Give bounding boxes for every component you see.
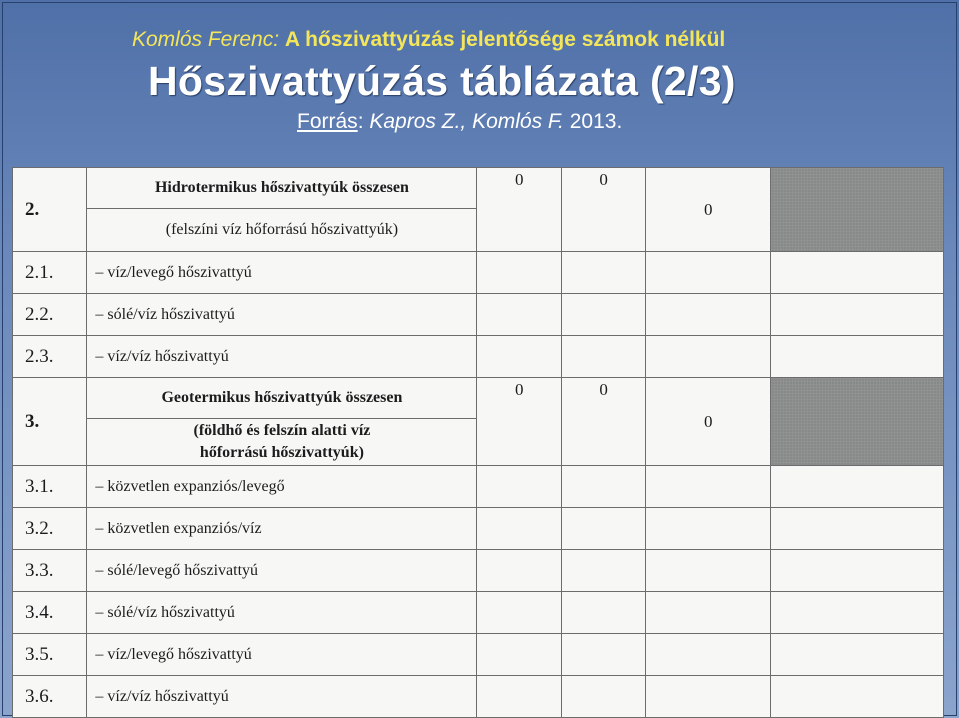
value-cell: 0 [646, 168, 771, 252]
hatched-cell [771, 168, 944, 252]
table-row [13, 294, 944, 336]
row-label: – víz/levegő hőszivattyú [87, 634, 477, 676]
source-colon: : [357, 110, 364, 133]
row-number: 2.3. [13, 336, 87, 378]
heat-pump-table [12, 167, 944, 718]
row-label: – sólé/víz hőszivattyú [87, 592, 477, 634]
row-number: 2. [13, 168, 87, 252]
empty-cell [561, 294, 645, 336]
empty-cell [646, 336, 771, 378]
subtitle-author: Komlós Ferenc: [132, 28, 280, 51]
source-year: 2013. [569, 110, 623, 133]
row-label: – sólé/levegő hőszivattyú [87, 550, 477, 592]
empty-cell [646, 676, 771, 718]
empty-cell [646, 634, 771, 676]
empty-cell [477, 466, 561, 508]
empty-cell [561, 466, 645, 508]
empty-cell [771, 508, 944, 550]
empty-cell [771, 294, 944, 336]
empty-cell [646, 508, 771, 550]
table-row [13, 634, 944, 676]
value-cell: 0 [561, 378, 645, 466]
empty-cell [561, 592, 645, 634]
empty-cell [561, 676, 645, 718]
value-cell: 0 [646, 378, 771, 466]
row-label: – közvetlen expanziós/levegő [87, 466, 477, 508]
row-label: – víz/levegő hőszivattyú [87, 252, 477, 294]
empty-cell [477, 676, 561, 718]
empty-cell [477, 592, 561, 634]
empty-cell [561, 252, 645, 294]
empty-cell [561, 634, 645, 676]
group-heading: Geotermikus hőszivattyúk összesen [87, 378, 477, 419]
table-row [13, 336, 944, 378]
value-cell: 0 [477, 168, 561, 252]
empty-cell [477, 252, 561, 294]
empty-cell [771, 676, 944, 718]
empty-cell [477, 336, 561, 378]
empty-cell [561, 550, 645, 592]
row-number: 3.1. [13, 466, 87, 508]
slide-subtitle [132, 28, 725, 52]
group-subheading [87, 419, 477, 466]
empty-cell [771, 252, 944, 294]
empty-cell [771, 634, 944, 676]
empty-cell [771, 336, 944, 378]
table-row-group2-head [13, 168, 944, 209]
table-row [13, 550, 944, 592]
row-number: 3.4. [13, 592, 87, 634]
slide-header [0, 0, 959, 160]
row-number: 3. [13, 378, 87, 466]
empty-cell [477, 634, 561, 676]
empty-cell [646, 252, 771, 294]
row-label: – víz/víz hőszivattyú [87, 336, 477, 378]
value-cell: 0 [477, 378, 561, 466]
scanned-table-image [12, 167, 944, 718]
row-label: – sólé/víz hőszivattyú [87, 294, 477, 336]
table-row [13, 252, 944, 294]
group-heading: Hidrotermikus hőszivattyúk összesen [87, 168, 477, 209]
table-row [13, 676, 944, 718]
source-citation [297, 110, 622, 134]
table-row-group3-head [13, 378, 944, 419]
table-row [13, 592, 944, 634]
row-number: 3.6. [13, 676, 87, 718]
row-number: 2.1. [13, 252, 87, 294]
value-cell: 0 [561, 168, 645, 252]
empty-cell [646, 294, 771, 336]
empty-cell [477, 550, 561, 592]
subtitle-topic: A hőszivattyúzás jelentősége számok nélkül [284, 28, 726, 51]
empty-cell [646, 466, 771, 508]
empty-cell [477, 508, 561, 550]
group-subheading-line1: (földhő és felszín alatti víz [193, 422, 371, 439]
empty-cell [771, 550, 944, 592]
table-row [13, 466, 944, 508]
slide-title: Hőszivattyúzás táblázata (2/3) [148, 58, 736, 104]
empty-cell [477, 294, 561, 336]
hatched-cell [771, 378, 944, 466]
empty-cell [646, 592, 771, 634]
row-label: – víz/víz hőszivattyú [87, 676, 477, 718]
group-subheading-line2: hőforrású hőszivattyúk) [199, 444, 364, 461]
row-number: 2.2. [13, 294, 87, 336]
row-label: – közvetlen expanziós/víz [87, 508, 477, 550]
group-subheading: (felszíni víz hőforrású hőszivattyúk) [87, 209, 477, 252]
source-reference: Kapros Z., Komlós F. [369, 110, 564, 133]
empty-cell [561, 508, 645, 550]
table-row [13, 508, 944, 550]
empty-cell [561, 336, 645, 378]
row-number: 3.5. [13, 634, 87, 676]
empty-cell [646, 550, 771, 592]
row-number: 3.2. [13, 508, 87, 550]
row-number: 3.3. [13, 550, 87, 592]
source-label: Forrás [297, 110, 358, 133]
empty-cell [771, 466, 944, 508]
empty-cell [771, 592, 944, 634]
